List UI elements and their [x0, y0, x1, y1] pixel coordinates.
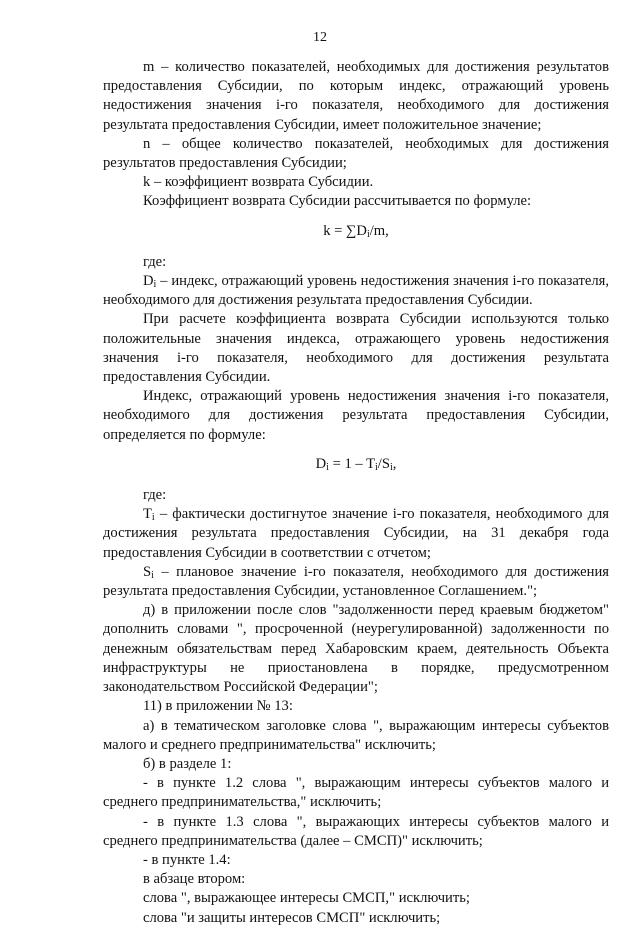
formula-k-subscript: i — [366, 228, 370, 240]
formula-di-part-b: = 1 – T — [328, 455, 375, 472]
ti-text: – фактически достигнутое значение i-го показателя, необходимого для достижения результата предоставления Субсидии, на 31 декабря года предоставления Субсидии в соответствии с отчетом; — [103, 506, 609, 561]
paragraph-words-2: слова "и защиты интересов СМСП" исключить; — [143, 909, 441, 926]
formula-di-part-a: D — [315, 455, 327, 472]
formula-di-sub-3: i — [389, 461, 393, 473]
si-subscript: i — [151, 569, 154, 581]
paragraph-where-2: где: — [143, 487, 167, 504]
ti-subscript: i — [151, 512, 155, 524]
page-number: 12 — [313, 30, 327, 45]
paragraph-item-d: д) в приложении после слов "задолженности перед краевым бюджетом" дополнить словами ", просроченной (неурегулированной) задолженности по денежным обязательствам перед Хабаровским краем, деятельность Объекта инфраструктуры не приостановлена в порядке, предусмотренном законодательством Российской Федерации"; — [103, 602, 609, 696]
paragraph-k-definition: k – коэффициент возврата Субсидии. — [143, 174, 374, 191]
formula-k — [103, 222, 609, 241]
paragraph-point-1-3: - в пункте 1.3 слова ", выражающих интересы субъектов малого и среднего предпринимательства (далее – СМСП)" исключить; — [103, 813, 609, 849]
paragraph-second-clause: в абзаце втором: — [143, 871, 246, 888]
ti-symbol: T — [143, 506, 152, 523]
di-symbol: D — [143, 273, 154, 290]
formula-di-part-c: /S — [377, 455, 390, 472]
formula-k-part-a: k = ∑D — [323, 222, 367, 239]
document-body — [103, 58, 609, 928]
paragraph-item-b: б) в разделе 1: — [143, 755, 232, 772]
paragraph-ti-definition — [103, 505, 609, 563]
paragraph-di-definition — [103, 272, 609, 310]
paragraph-si-definition — [103, 563, 609, 601]
formula-di-sub-1: i — [326, 461, 329, 473]
paragraph-item-11: 11) в приложении № 13: — [143, 698, 293, 715]
paragraph-positive-values: При расчете коэффициента возврата Субсидии используются только положительные значения индекса, отражающего уровень недостижения значения i-го показателя, необходимого для достижения результата предоставления Субсидии. — [103, 311, 609, 386]
paragraph-where-1: где: — [143, 253, 167, 270]
si-text: – плановое значение i-го показателя, необходимого для достижения результата предоставления Субсидии, установленное Соглашением."; — [103, 563, 609, 600]
paragraph-n-definition: n – общее количество показателей, необходимых для достижения результатов предоставления Субсидии; — [103, 135, 609, 172]
paragraph-words-1: слова ", выражающее интересы СМСП," исключить; — [143, 890, 470, 907]
paragraph-index-formula-intro: Индекс, отражающий уровень недостижения значения i-го показателя, необходимого для достижения результата предоставления Субсидии, определяется по формуле: — [103, 388, 609, 443]
paragraph-item-a: а) в тематическом заголовке слова ", выражающим интересы субъектов малого и среднего предпринимательства" исключить; — [103, 717, 609, 753]
paragraph-m-definition: m – количество показателей, необходимых для достижения результатов предоставления Субсидии, по которым индекс, отражающий уровень недостижения значения i-го показателя, необходимого для достижения результата предоставления Субсидии, имеет положительное значение; — [103, 59, 609, 133]
si-symbol: S — [143, 563, 152, 580]
paragraph-point-1-2: - в пункте 1.2 слова ", выражающим интересы субъектов малого и среднего предпринимательства," исключить; — [103, 775, 609, 811]
paragraph-formula-intro: Коэффициент возврата Субсидии рассчитывается по формуле: — [143, 193, 532, 210]
formula-k-part-b: /m, — [369, 222, 389, 239]
formula-di-part-d: , — [392, 455, 397, 472]
formula-di — [103, 455, 609, 474]
di-subscript: i — [153, 279, 157, 291]
di-text: – индекс, отражающий уровень недостижения значения i-го показателя, необходимого для достижения результата предоставления Субсидии. — [103, 273, 609, 309]
formula-di-sub-2: i — [375, 461, 378, 473]
paragraph-point-1-4: - в пункте 1.4: — [143, 851, 231, 868]
